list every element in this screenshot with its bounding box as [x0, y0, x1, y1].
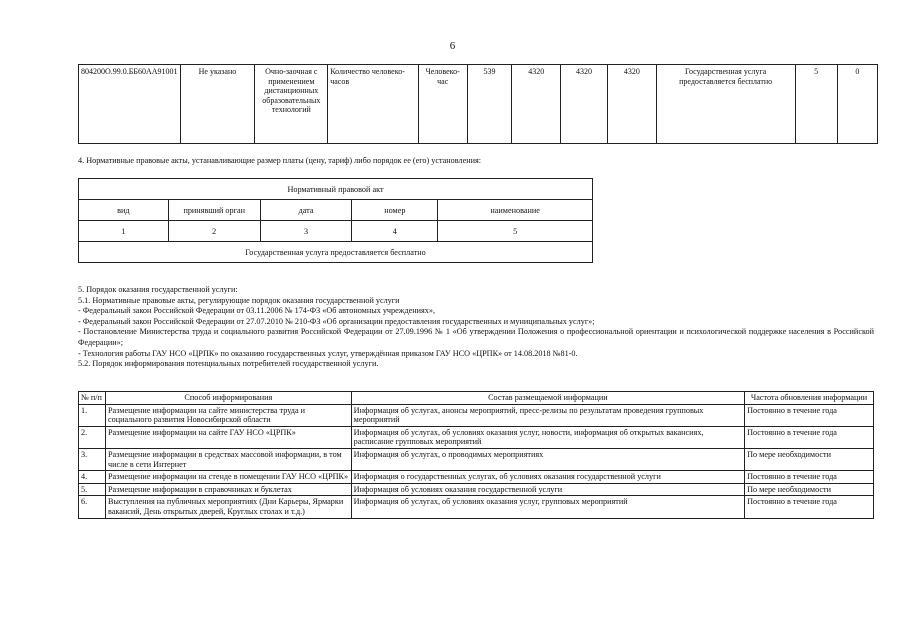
cell: Не указано: [180, 65, 255, 144]
informing-method: Размещение информации на стенде в помещении ГАУ НСО «ЦРПК»: [105, 471, 351, 484]
information-content: Информация об услугах, об условиях оказания услуг, новости, информация об открытых вакансиях, расписание групповых мероприятий: [351, 426, 744, 448]
column-header: принявший орган: [168, 200, 260, 221]
column-header: Способ информирования: [105, 392, 351, 405]
table-row: [79, 483, 874, 496]
update-frequency: По мере необходимости: [745, 483, 874, 496]
table-row: [79, 221, 593, 242]
legal-acts-table: [78, 178, 593, 263]
cell: 5: [795, 65, 837, 144]
information-content: Информация о государственных услугах, об условиях оказания государственной услуги: [351, 471, 744, 484]
informing-method: Размещение информации на сайте министерства труда и социального развития Новосибирской области: [105, 404, 351, 426]
row-number: 1.: [79, 404, 106, 426]
free-service-note: Государственная услуга предоставляется бесплатно: [79, 242, 593, 263]
table-header: Нормативный правовой акт: [79, 179, 593, 200]
column-number: 2: [168, 221, 260, 242]
column-header: Состав размещаемой информации: [351, 392, 744, 405]
table-row: [79, 242, 593, 263]
row-number: 4.: [79, 471, 106, 484]
text-line: 5.2. Порядок информирования потенциальных потребителей государственной услуги.: [78, 359, 379, 369]
information-content: Информация об услугах, о проводимых мероприятиях: [351, 448, 744, 470]
informing-method: Размещение информации на сайте ГАУ НСО «ЦРПК»: [105, 426, 351, 448]
column-header: № п/п: [79, 392, 106, 405]
cell: Государственная услуга предоставляется бесплатно: [656, 65, 795, 144]
column-header: дата: [260, 200, 352, 221]
section-4-title: 4. Нормативные правовые акты, устанавливающие размер платы (цену, тариф) либо порядок ее (его) установления:: [78, 156, 482, 165]
column-header: наименование: [438, 200, 593, 221]
table-row: [79, 200, 593, 221]
table-row: [79, 496, 874, 518]
information-content: Информация об услугах, об условиях оказания услуг, групповых мероприятий: [351, 496, 744, 518]
information-content: Информация об условиях оказания государственной услуги: [351, 483, 744, 496]
update-frequency: По мере необходимости: [745, 448, 874, 470]
update-frequency: Постоянно в течение года: [745, 471, 874, 484]
registry-number-cell: 804200О.99.0.ББ60АА91001: [79, 65, 181, 144]
text-line: - Постановление Министерства труда и социального развития Российской Федерации от 27.09.1996 № 1 «Об утверждении Положения о профессиональной ориентации и психологической поддержке населения в Российской Федерации»;: [78, 327, 874, 347]
cell: Количество человеко-часов: [328, 65, 419, 144]
cell: Очно-заочная с применением дистанционных образовательных технологий: [255, 65, 328, 144]
column-number: 4: [352, 221, 438, 242]
text-line: - Технология работы ГАУ НСО «ЦРПК» по оказанию государственных услуг, утверждённая приказом ГАУ НСО «ЦРПК» от 14.08.2018 №81-0.: [78, 348, 578, 358]
column-number: 1: [79, 221, 169, 242]
row-number: 3.: [79, 448, 106, 470]
table-row: [79, 65, 878, 144]
cell: 4320: [607, 65, 656, 144]
informing-method: Размещение информации в средствах массовой информации, в том числе в сети Интернет: [105, 448, 351, 470]
update-frequency: Постоянно в течение года: [745, 426, 874, 448]
text-line: 5. Порядок оказания государственной услуги:: [78, 285, 238, 294]
update-frequency: Постоянно в течение года: [745, 404, 874, 426]
section-5-text: [78, 285, 874, 370]
table-row: [79, 179, 593, 200]
informing-method: Размещение информации в справочниках и буклетах: [105, 483, 351, 496]
table-row: [79, 448, 874, 470]
cell: Человеко-час: [418, 65, 467, 144]
text-line: 5.1. Нормативные правовые акты, регулирующие порядок оказания государственной услуги: [78, 295, 400, 305]
column-number: 3: [260, 221, 352, 242]
row-number: 6.: [79, 496, 106, 518]
cell: 0: [837, 65, 877, 144]
text-line: - Федеральный закон Российской Федерации от 27.07.2010 № 210-ФЗ «Об организации предоставления государственных и муниципальных услуг»;: [78, 316, 595, 326]
informing-table: [78, 391, 874, 519]
table-row: [79, 404, 874, 426]
row-number: 5.: [79, 483, 106, 496]
cell: 4320: [561, 65, 608, 144]
table-header-row: [79, 392, 874, 405]
text-line: - Федеральный закон Российской Федерации от 03.11.2006 № 174-ФЗ «Об автономных учреждениях»,: [78, 306, 436, 316]
page-number: 6: [449, 40, 456, 52]
information-content: Информация об услугах, анонсы мероприятий, пресс-релизы по результатам проведения групповых мероприятий: [351, 404, 744, 426]
informing-method: Выступления на публичных мероприятиях (Дни Карьеры, Ярмарки вакансий, День открытых дверей, Круглых столах и т.д.): [105, 496, 351, 518]
update-frequency: Постоянно в течение года: [745, 496, 874, 518]
column-header: вид: [79, 200, 169, 221]
service-volume-table: [78, 64, 878, 144]
column-header: Частота обновления информации: [745, 392, 874, 405]
cell: 539: [467, 65, 512, 144]
table-row: [79, 471, 874, 484]
row-number: 2.: [79, 426, 106, 448]
table-row: [79, 426, 874, 448]
column-header: номер: [352, 200, 438, 221]
column-number: 5: [438, 221, 593, 242]
cell: 4320: [512, 65, 561, 144]
